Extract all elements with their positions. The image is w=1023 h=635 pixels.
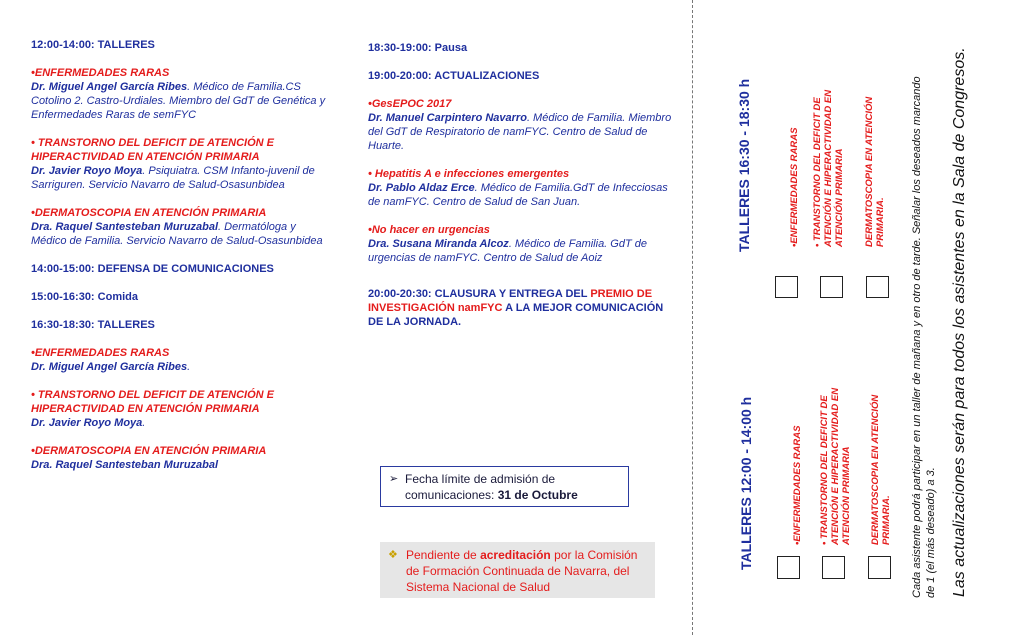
closing-ceremony: 20:00-20:30: CLAUSURA Y ENTREGA DEL PREMIO DE INVESTIGACIÓN namFYC A LA MEJOR COMUNICACIÓN DE LA JORNADA. — [368, 288, 664, 328]
update-gesepoc: •GesEPOC 2017 Dr. Manuel Carpintero Navarro. Médico de Familia. Miembro del GdT de Respiratorio de namFYC. Centro de Salud de Huarte. — [368, 98, 672, 152]
schedule-defensa: 14:00-15:00: DEFENSA DE COMUNICACIONES — [31, 263, 274, 275]
checkbox-morning-dermatoscopia[interactable] — [868, 556, 891, 579]
deadline-box: ➢ Fecha límite de admisión de comunicaciones: 31 de Octubre — [380, 466, 629, 507]
workshop-instructions: Cada asistente podrá participar en un taller de mañana y en otro de tarde. Señalar los deseados marcando de 1 (el más deseado) a 3. — [911, 76, 937, 598]
option-tdah-am: • TRANSTORNO DEL DEFICIT DE ATENCIÓN E HIPERACTIVIDAD EN ATENCIÓN PRIMARIA — [819, 387, 852, 545]
option-dermatoscopia-pm: DERMATOSCOPIA EN ATENCIÓN PRIMARIA. — [864, 96, 886, 247]
option-enfermedades-raras-pm: •ENFERMEDADES RARAS — [789, 127, 800, 247]
workshop-enfermedades-raras: •ENFERMEDADES RARAS Dr. Miguel Angel García Ribes. Médico de Familia.CS Cotolino 2. Castro-Urdiales. Miembro del GdT de Genética y Enfermedades Raras de semFYC — [31, 67, 326, 121]
fold-line — [692, 0, 693, 635]
workshop-tdah: • TRANSTORNO DEL DEFICIT DE ATENCIÓN E HIPERACTIVIDAD EN ATENCIÓN PRIMARIA Dr. Javier Royo Moya. Psiquiatra. CSM Infanto-juvenil de Sarriguren. Servicio Navarro de Salud-Osasunbidea — [31, 137, 315, 191]
workshop-dermatoscopia-pm: •DERMATOSCOPIA EN ATENCIÓN PRIMARIA Dra. Raquel Santesteban Muruzabal — [31, 445, 267, 471]
checkbox-morning-tdah[interactable] — [822, 556, 845, 579]
congress-hall-note: Las actualizaciones serán para todos los asistentes en la Sala de Congresos. — [951, 47, 968, 597]
option-enfermedades-raras-am: •ENFERMEDADES RARAS — [792, 425, 803, 545]
checkbox-afternoon-tdah[interactable] — [820, 276, 843, 298]
accreditation-box: ❖ Pendiente de acreditación por la Comisión de Formación Continuada de Navarra, del Sistema Nacional de Salud — [380, 542, 655, 598]
morning-workshops-title: TALLERES 12:00 - 14:00 h — [738, 396, 754, 570]
left-column — [31, 38, 331, 486]
schedule-talleres-afternoon: 16:30-18:30: TALLERES — [31, 319, 155, 331]
option-dermatoscopia-am: DERMATOSCOPIA EN ATENCIÓN PRIMARIA. — [870, 394, 892, 545]
diamond-bullet-icon: ❖ — [388, 549, 398, 561]
checkbox-afternoon-enfermedades[interactable] — [775, 276, 798, 298]
workshop-tdah-pm: • TRANSTORNO DEL DEFICIT DE ATENCIÓN E HIPERACTIVIDAD EN ATENCIÓN PRIMARIA Dr. Javier Royo Moya. — [31, 389, 275, 429]
option-tdah-pm: • TRANSTORNO DEL DEFICIT DE ATENCIÓN E HIPERACTIVIDAD EN ATENCIÓN PRIMARIA — [812, 89, 845, 247]
middle-column — [368, 41, 680, 329]
schedule-actualizaciones: 19:00-20:00: ACTUALIZACIONES — [368, 70, 540, 82]
schedule-comida: 15:00-16:30: Comida — [31, 291, 138, 303]
arrow-bullet-icon: ➢ — [389, 473, 399, 485]
checkbox-morning-enfermedades[interactable] — [777, 556, 800, 579]
workshop-enfermedades-raras-pm: •ENFERMEDADES RARAS Dr. Miguel Angel García Ribes. — [31, 347, 191, 373]
afternoon-workshops-title: TALLERES 16:30 - 18:30 h — [736, 78, 752, 252]
update-hepatitis: • Hepatitis A e infecciones emergentes Dr. Pablo Aldaz Erce. Médico de Familia.GdT de Infecciosas de namFYC. Centro de Salud de San Juan. — [368, 168, 668, 208]
checkbox-afternoon-dermatoscopia[interactable] — [866, 276, 889, 298]
workshop-dermatoscopia: •DERMATOSCOPIA EN ATENCIÓN PRIMARIA Dra. Raquel Santesteban Muruzabal. Dermatóloga y Médico de Familia. Servicio Navarro de Salud-Osasunbidea — [31, 207, 323, 247]
update-no-hacer-urgencias: •No hacer en urgencias Dra. Susana Miranda Alcoz. Médico de Familia. GdT de urgencias de namFYC. Centro de Salud de Aoiz — [368, 224, 647, 264]
schedule-talleres-morning: 12:00-14:00: TALLERES — [31, 39, 155, 51]
schedule-pausa: 18:30-19:00: Pausa — [368, 42, 468, 54]
